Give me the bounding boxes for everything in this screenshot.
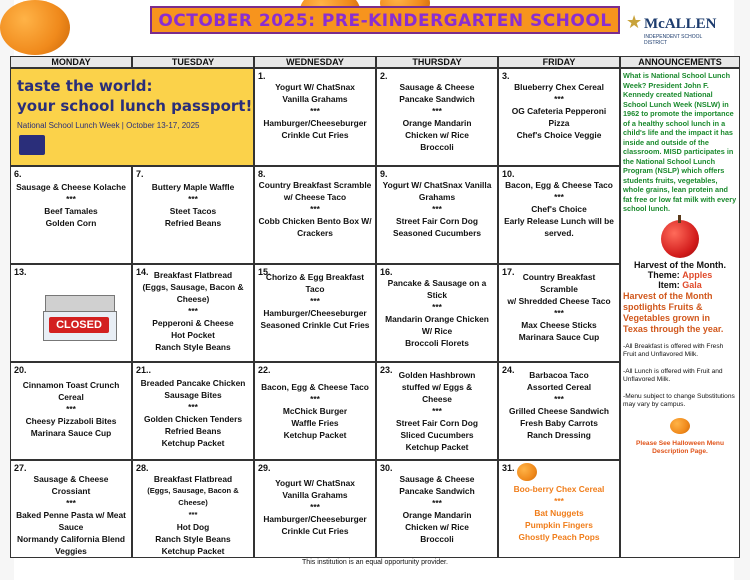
menu-separator: *** bbox=[554, 496, 564, 506]
day-menu bbox=[499, 167, 619, 239]
day-cell bbox=[10, 362, 132, 460]
item-value: Gala bbox=[682, 279, 702, 290]
menu-item: Ketchup Packet bbox=[405, 442, 469, 452]
menu-item: Yogurt W/ ChatSnax bbox=[275, 82, 355, 92]
banner-line1: taste the world: bbox=[17, 77, 153, 95]
menu-item: Pizza bbox=[548, 118, 570, 128]
day-cell bbox=[376, 460, 498, 558]
day-number: 28. bbox=[136, 463, 149, 473]
menu-item: Ranch Style Beans bbox=[155, 342, 231, 352]
day-menu bbox=[133, 461, 253, 557]
day-menu bbox=[377, 167, 497, 239]
day-cell bbox=[132, 460, 254, 558]
day-cell bbox=[10, 166, 132, 264]
day-number: 16. bbox=[380, 267, 393, 277]
day-cell bbox=[376, 166, 498, 264]
menu-item: Broccoli Florets bbox=[405, 338, 469, 348]
day-number: 17. bbox=[502, 267, 515, 277]
menu-separator: *** bbox=[66, 404, 76, 414]
day-cell bbox=[254, 68, 376, 166]
column-header-thursday: THURSDAY bbox=[376, 56, 498, 68]
menu-separator: *** bbox=[188, 306, 198, 316]
menu-separator: *** bbox=[554, 94, 564, 104]
menu-item: Ranch Dressing bbox=[527, 430, 591, 440]
menu-item: Orange Mandarin bbox=[402, 118, 472, 128]
harvest-item bbox=[623, 280, 737, 290]
note-lunch: -All Lunch is offered with Fruit and Unflavored Milk. bbox=[623, 367, 723, 383]
column-header-monday: MONDAY bbox=[10, 56, 132, 68]
menu-separator: *** bbox=[66, 194, 76, 204]
menu-item: Chicken w/ Rice bbox=[405, 130, 469, 140]
menu-item: Country Breakfast Scramble bbox=[258, 180, 372, 190]
menu-item: Mandarin Orange Chicken bbox=[385, 314, 489, 324]
day-number: 30. bbox=[380, 463, 393, 473]
closed-day-cell bbox=[10, 264, 132, 362]
menu-item: Breakfast Flatbread bbox=[153, 270, 233, 280]
menu-item: Veggies bbox=[55, 546, 87, 556]
halloween-day-cell bbox=[498, 460, 620, 558]
day-number: 2. bbox=[380, 71, 388, 81]
announcements-panel bbox=[620, 68, 740, 558]
banner-line2: your school lunch passport! bbox=[17, 97, 253, 115]
menu-item: Country Breakfast bbox=[522, 272, 596, 282]
menu-item: Cereal bbox=[58, 392, 84, 402]
banner-line3: National School Lunch Week | October 13-17, 2025 bbox=[17, 121, 200, 130]
day-number: 27. bbox=[14, 463, 27, 473]
menu-item: W/ Rice bbox=[421, 326, 453, 336]
day-cell bbox=[498, 166, 620, 264]
jack-o-lantern-icon bbox=[517, 463, 537, 481]
menu-item: Marinara Sauce Cup bbox=[30, 428, 112, 438]
menu-item: Broccoli bbox=[420, 534, 454, 544]
harvest-spotlight: Harvest of the Month spotlights Fruits & Vegetables grown in Texas through the year. bbox=[623, 290, 724, 334]
day-cell bbox=[132, 166, 254, 264]
menu-item: Cheese bbox=[422, 394, 452, 404]
day-cell bbox=[254, 166, 376, 264]
day-cell bbox=[10, 460, 132, 558]
footer-text: This institution is an equal opportunity provider. bbox=[302, 559, 448, 566]
menu-separator: *** bbox=[310, 502, 320, 512]
menu-separator: *** bbox=[310, 204, 320, 214]
day-menu bbox=[11, 461, 131, 557]
menu-item: Cobb Chicken Bento Box W/ bbox=[258, 216, 372, 226]
note-breakfast: -All Breakfast is offered with Fresh Fruit and Unflavored Milk. bbox=[623, 342, 724, 358]
day-menu bbox=[499, 363, 619, 441]
menu-separator: *** bbox=[310, 296, 320, 306]
jack-o-lantern-icon bbox=[670, 418, 690, 434]
column-header-tuesday: TUESDAY bbox=[132, 56, 254, 68]
day-menu bbox=[377, 363, 497, 453]
menu-item: Vanilla Grahams bbox=[282, 490, 348, 500]
day-number: 3. bbox=[502, 71, 510, 81]
menu-item: Sausage & Cheese bbox=[399, 474, 475, 484]
menu-item: Cheese) bbox=[176, 294, 210, 304]
menu-item: Refried Beans bbox=[164, 426, 222, 436]
day-cell bbox=[254, 362, 376, 460]
menu-item: Chicken w/ Rice bbox=[405, 522, 469, 532]
menu-separator: *** bbox=[432, 106, 442, 116]
menu-item: w/ Cheese Taco bbox=[283, 192, 347, 202]
day-number: 13. bbox=[14, 267, 27, 277]
day-cell bbox=[132, 362, 254, 460]
day-cell bbox=[376, 68, 498, 166]
menu-separator: *** bbox=[554, 192, 564, 202]
menu-item: Pancake Sandwich bbox=[399, 94, 475, 104]
menu-separator: *** bbox=[432, 302, 442, 312]
day-number: 8. bbox=[258, 169, 266, 179]
day-menu bbox=[11, 167, 131, 229]
menu-item: (Eggs, Sausage, Bacon & bbox=[142, 282, 244, 292]
menu-item: Ketchup Packet bbox=[161, 438, 225, 448]
menu-item: Sliced Cucumbers bbox=[400, 430, 474, 440]
menu-item: Scramble bbox=[540, 284, 578, 294]
day-number: 21.. bbox=[136, 365, 152, 375]
menu-item: Buttery Maple Waffle bbox=[151, 182, 235, 192]
day-cell bbox=[254, 264, 376, 362]
menu-item: Sauce bbox=[58, 522, 84, 532]
menu-item: Grahams bbox=[418, 192, 456, 202]
menu-item: Seasoned Cucumbers bbox=[393, 228, 481, 238]
menu-item: Street Fair Corn Dog bbox=[396, 216, 478, 226]
menu-item: Pumpkin Fingers bbox=[525, 520, 593, 530]
day-cell bbox=[254, 460, 376, 558]
menu-item: Marinara Sauce Cup bbox=[518, 332, 600, 342]
menu-item: Baked Penne Pasta w/ Meat bbox=[16, 510, 126, 520]
day-menu bbox=[255, 69, 375, 141]
day-menu bbox=[377, 69, 497, 153]
halloween-note: Please See Halloween Menu Description Page. bbox=[636, 439, 724, 455]
theme-label: Theme: bbox=[647, 269, 683, 280]
column-header-wednesday: WEDNESDAY bbox=[254, 56, 376, 68]
day-number: 29. bbox=[258, 463, 271, 473]
menu-separator: *** bbox=[432, 204, 442, 214]
menu-item: Max Cheese Sticks bbox=[521, 320, 597, 330]
menu-item: Steet Tacos bbox=[169, 206, 217, 216]
day-cell bbox=[498, 264, 620, 362]
harvest-theme bbox=[623, 270, 737, 280]
menu-item: Sausage & Cheese bbox=[399, 82, 475, 92]
menu-item: Vanilla Grahams bbox=[282, 94, 348, 104]
day-cell bbox=[132, 264, 254, 362]
menu-item: Bacon, Egg & Cheese Taco bbox=[505, 180, 613, 190]
menu-item: Grilled Cheese Sandwich bbox=[508, 406, 610, 416]
day-menu bbox=[255, 461, 375, 537]
menu-item: Boo-berry Chex Cereal bbox=[513, 484, 605, 494]
menu-item: Bat Nuggets bbox=[534, 508, 584, 518]
day-number: 9. bbox=[380, 169, 388, 179]
day-cell bbox=[376, 264, 498, 362]
item-label: Item: bbox=[658, 279, 683, 290]
menu-item: Early Release Lunch will be bbox=[504, 216, 614, 226]
page-title-bar bbox=[150, 6, 620, 34]
menu-item: Chorizo & Egg Breakfast bbox=[265, 272, 365, 282]
district-logo bbox=[624, 10, 724, 46]
menu-item: Crinkle Cut Fries bbox=[281, 130, 349, 140]
menu-item: (Eggs, Sausage, Bacon & Cheese) bbox=[147, 486, 239, 507]
day-menu bbox=[255, 167, 375, 239]
menu-separator: *** bbox=[66, 498, 76, 508]
menu-item: Yogurt W/ ChatSnax bbox=[275, 478, 355, 488]
menu-item: Blueberry Chex Cereal bbox=[514, 82, 604, 92]
menu-separator: *** bbox=[188, 194, 198, 204]
menu-item: Ranch Style Beans bbox=[155, 534, 231, 544]
menu-item: Pancake Sandwich bbox=[399, 486, 475, 496]
menu-item: Sausage Bites bbox=[164, 390, 222, 400]
day-number: 6. bbox=[14, 169, 22, 179]
logo-subtitle: INDEPENDENT SCHOOL DISTRICT bbox=[644, 34, 703, 46]
menu-item: Broccoli bbox=[420, 142, 454, 152]
day-menu bbox=[133, 363, 253, 449]
menu-separator: *** bbox=[188, 510, 198, 519]
menu-item: Chef's Choice bbox=[531, 204, 587, 214]
day-number: 7. bbox=[136, 169, 144, 179]
day-number: 20. bbox=[14, 365, 27, 375]
pumpkin-decoration bbox=[0, 0, 70, 55]
menu-item: Fresh Baby Carrots bbox=[520, 418, 598, 428]
menu-item: Beef Tamales bbox=[44, 206, 98, 216]
menu-item: Sausage & Cheese Kolache bbox=[16, 182, 126, 192]
day-number: 31. bbox=[502, 463, 515, 473]
day-menu bbox=[499, 265, 619, 343]
menu-item: Cinnamon Toast Crunch bbox=[22, 380, 120, 390]
nslw-text: What is National School Lunch Week? President John F. Kennedy created National School Lunch Week (NSLW) in 1962 to promote the importance of a healthy school lunch in a child's life and the impact it has inside and outside of the classroom. MISD participates in the National School Lunch Program (NSLP) which offers students fruits, vegetables, whole grains, lean protein and fat free or low fat milk with every school lunch. bbox=[623, 71, 737, 213]
day-number: 22. bbox=[258, 365, 271, 375]
menu-item: Hamburger/Cheeseburger bbox=[263, 118, 367, 128]
menu-item: Refried Beans bbox=[164, 218, 222, 228]
day-number: 10. bbox=[502, 169, 515, 179]
menu-separator: *** bbox=[188, 402, 198, 412]
menu-item: Pepperoni & Cheese bbox=[152, 318, 234, 328]
column-header-friday: FRIDAY bbox=[498, 56, 620, 68]
menu-item: Waffle Fries bbox=[291, 418, 339, 428]
menu-item: Hot Dog bbox=[176, 522, 210, 532]
day-menu bbox=[255, 363, 375, 441]
passport-icon bbox=[19, 135, 45, 155]
menu-item: Ketchup Packet bbox=[283, 430, 347, 440]
menu-item: w/ Shredded Cheese Taco bbox=[507, 296, 611, 306]
closed-sign: CLOSED bbox=[49, 317, 109, 333]
logo-name: McALLEN bbox=[644, 16, 717, 32]
menu-separator: *** bbox=[310, 394, 320, 404]
menu-item: Chef's Choice Veggie bbox=[516, 130, 602, 140]
nslw-banner-cell bbox=[10, 68, 254, 166]
menu-item: Golden Hashbrown bbox=[398, 370, 476, 380]
menu-separator: *** bbox=[310, 106, 320, 116]
menu-item: Stick bbox=[426, 290, 448, 300]
note-substitutions: -Menu subject to change Substitutions may vary by campus. bbox=[623, 392, 735, 408]
menu-item: Barbacoa Taco bbox=[529, 370, 589, 380]
menu-separator: *** bbox=[432, 498, 442, 508]
menu-item: OG Cafeteria Pepperoni bbox=[511, 106, 607, 116]
menu-item: Normandy California Blend bbox=[17, 534, 125, 544]
menu-notes bbox=[623, 343, 737, 410]
page-title: OCTOBER 2025: PRE-KINDERGARTEN SCHOOL bbox=[158, 11, 612, 31]
day-menu bbox=[377, 265, 497, 349]
menu-separator: *** bbox=[432, 406, 442, 416]
day-menu bbox=[377, 461, 497, 545]
column-header-announcements: ANNOUNCEMENTS bbox=[620, 56, 740, 68]
menu-item: Yogurt W/ ChatSnax Vanilla bbox=[382, 180, 492, 190]
day-menu bbox=[133, 265, 253, 353]
menu-item: Street Fair Corn Dog bbox=[396, 418, 478, 428]
menu-item: Golden Corn bbox=[45, 218, 97, 228]
day-menu bbox=[133, 167, 253, 229]
menu-item: Crackers bbox=[297, 228, 333, 238]
day-menu bbox=[11, 363, 131, 439]
day-number: 15. bbox=[258, 267, 271, 277]
menu-item: Bacon, Egg & Cheese Taco bbox=[261, 382, 369, 392]
menu-item: Hamburger/Cheeseburger bbox=[263, 514, 367, 524]
menu-item: Hamburger/Cheeseburger bbox=[263, 308, 367, 318]
day-number: 14. bbox=[136, 267, 149, 277]
day-number: 1. bbox=[258, 71, 266, 81]
school-building-icon bbox=[35, 287, 125, 347]
day-number: 24. bbox=[502, 365, 515, 375]
menu-separator: *** bbox=[554, 394, 564, 404]
menu-item: McChick Burger bbox=[282, 406, 348, 416]
day-cell bbox=[376, 362, 498, 460]
menu-calendar bbox=[10, 56, 740, 571]
menu-item: Orange Mandarin bbox=[402, 510, 472, 520]
menu-item: Breakfast Flatbread bbox=[153, 474, 233, 484]
theme-value: Apples bbox=[682, 269, 713, 280]
menu-item: Ketchup Packet bbox=[161, 546, 225, 556]
menu-item: Ghostly Peach Pops bbox=[518, 532, 600, 542]
day-cell bbox=[498, 68, 620, 166]
day-menu bbox=[255, 265, 375, 331]
star-icon: ★ bbox=[626, 12, 643, 32]
menu-item: Crinkle Cut Fries bbox=[281, 526, 349, 536]
day-cell bbox=[498, 362, 620, 460]
menu-item: Golden Chicken Tenders bbox=[143, 414, 243, 424]
day-menu bbox=[499, 69, 619, 141]
menu-separator: *** bbox=[554, 308, 564, 318]
apple-icon bbox=[661, 220, 699, 258]
menu-item: Taco bbox=[305, 284, 325, 294]
menu-item: Sausage & Cheese Crossiant bbox=[33, 474, 109, 496]
menu-item: Seasoned Crinkle Cut Fries bbox=[260, 320, 370, 330]
menu-item: Cheesy Pizzaboli Bites bbox=[25, 416, 117, 426]
menu-item: Breaded Pancake Chicken bbox=[140, 378, 246, 388]
day-number: 23. bbox=[380, 365, 393, 375]
menu-item: stuffed w/ Eggs & bbox=[401, 382, 473, 392]
menu-item: Assorted Cereal bbox=[526, 382, 592, 392]
menu-item: served. bbox=[544, 228, 574, 238]
harvest-title: Harvest of the Month. bbox=[633, 259, 726, 270]
menu-item: Pancake & Sausage on a bbox=[387, 278, 487, 288]
menu-item: Hot Pocket bbox=[171, 330, 215, 340]
